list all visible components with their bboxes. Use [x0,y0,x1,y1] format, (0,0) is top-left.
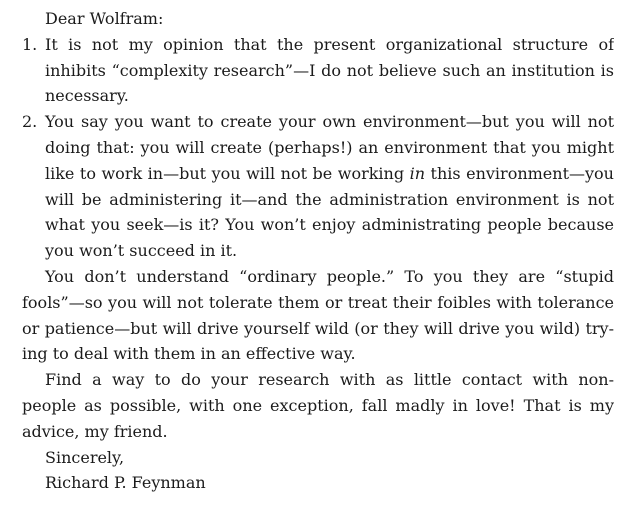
para-4-line-2: people as possible, with one exception, fall madly in love! That is my [22,395,614,415]
para-3-line-2: fools”—so you will not tolerate them or treat their foibles with tolerance [22,292,614,312]
point-2-line-1 [22,109,614,135]
point-1-text-1: It is not my opinion that the present organizational structure of [45,34,614,54]
salutation: Dear Wolfram: [45,9,164,28]
point-2-text-3a: like to work in—but you will not be working [45,163,410,183]
point-2-number: 2. [22,112,38,132]
para-4-line-1: Find a way to do your research with as little contact with non- [45,370,614,390]
point-1-number: 1. [22,34,38,54]
para-3-line-1: You don’t understand “ordinary people.” To you they are “stupid [45,266,614,286]
point-2-line-3 [22,161,614,187]
point-2-text-3b: this environment—you [425,163,614,183]
point-2-line-6: you won’t succeed in it. [45,241,238,261]
closing: Sincerely, [45,447,125,467]
para-3-line-4: ing to deal with them in an effective way. [22,344,356,364]
para-4-line-3: advice, my friend. [22,421,168,441]
point-2-text-3-emphasis: in [409,163,426,183]
para-3-line-3: or patience—but will drive yourself wild (or they will drive you wild) try- [22,318,614,338]
signature: Richard P. Feynman [45,473,206,493]
point-2-line-4: will be administering it—and the administration environment is not [45,189,614,209]
point-2-line-2: doing that: you will create (perhaps!) an environment that you might [45,137,614,157]
point-2-line-5: what you seek—is it? You won’t enjoy administrating people because [45,215,614,235]
letter [22,6,614,496]
point-1-line-2: inhibits “complexity research”—I do not believe such an institution is [45,60,614,80]
point-2-text-1: You say you want to create your own environment—but you will not [45,112,614,132]
point-1-line-1 [22,32,614,58]
point-1-line-3: necessary. [45,86,129,106]
